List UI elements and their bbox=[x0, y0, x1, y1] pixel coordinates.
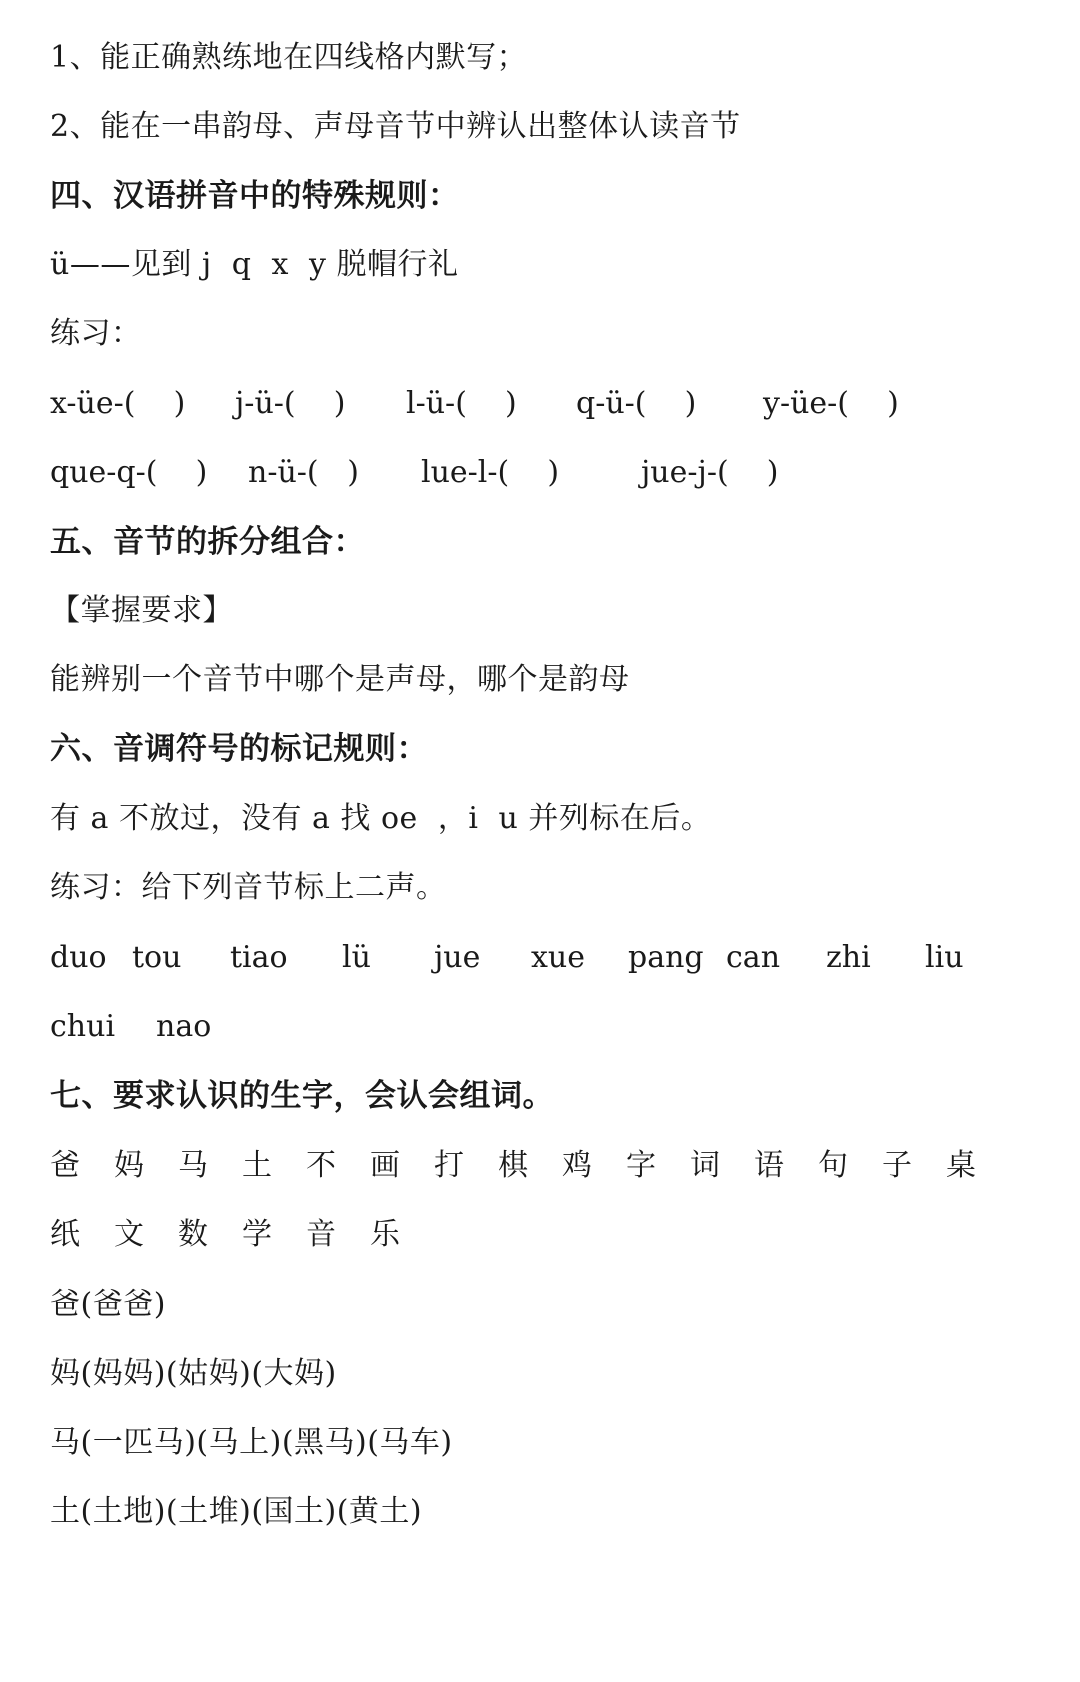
exercise-item: x-üe-( ) bbox=[50, 386, 186, 421]
section-6-heading: 六、音调符号的标记规则： bbox=[50, 731, 428, 767]
character: 句 bbox=[818, 1148, 848, 1183]
character: 乐 bbox=[370, 1217, 400, 1252]
exercise-item: que-q-( ) bbox=[50, 455, 208, 490]
character: 词 bbox=[690, 1148, 720, 1183]
character: 数 bbox=[178, 1217, 208, 1252]
section-5-heading: 五、音节的拆分组合： bbox=[50, 524, 365, 560]
syllable: xue bbox=[531, 940, 585, 975]
exercise-item: q-ü-( ) bbox=[576, 386, 697, 421]
syllable: duo bbox=[50, 940, 107, 975]
syllable: pang bbox=[628, 940, 704, 975]
character: 棋 bbox=[498, 1148, 528, 1183]
exercise-row-2 bbox=[50, 453, 1050, 493]
exercise-item: n-ü-( ) bbox=[248, 455, 359, 490]
item-1-text: 1、能正确熟练地在四线格内默写； bbox=[50, 40, 528, 75]
section-7-heading: 七、要求认识的生字，会认会组词。 bbox=[50, 1078, 554, 1114]
character: 鸡 bbox=[562, 1148, 592, 1183]
character: 马 bbox=[178, 1148, 208, 1183]
exercise-row-1 bbox=[50, 384, 1050, 424]
rule-u-text: ü——见到 j q x y 脱帽行礼 bbox=[50, 247, 459, 282]
character: 语 bbox=[754, 1148, 784, 1183]
syllable: zhi bbox=[826, 940, 871, 975]
character: 音 bbox=[306, 1217, 336, 1252]
syllable: lü bbox=[342, 940, 371, 975]
character: 桌 bbox=[946, 1148, 976, 1183]
syllable: chui bbox=[50, 1009, 116, 1044]
syllable: liu bbox=[925, 940, 964, 975]
syllable: tou bbox=[132, 940, 182, 975]
tone-rule-text: 有 a 不放过，没有 a 找 oe ，i u 并列标在后。 bbox=[50, 801, 712, 836]
syllables-row-1 bbox=[50, 938, 1050, 978]
character: 爸 bbox=[50, 1148, 80, 1183]
item-2-text: 2、能在一串韵母、声母音节中辨认出整体认读音节 bbox=[50, 109, 741, 144]
syllable: can bbox=[726, 940, 781, 975]
character: 画 bbox=[370, 1148, 400, 1183]
word-group-ba: 爸(爸爸) bbox=[50, 1287, 166, 1322]
requirement-label: 【掌握要求】 bbox=[50, 593, 233, 628]
exercise-item: j-ü-( ) bbox=[235, 386, 346, 421]
character: 打 bbox=[434, 1148, 464, 1183]
section-4-heading: 四、汉语拼音中的特殊规则： bbox=[50, 178, 460, 214]
exercise-item: y-üe-( ) bbox=[763, 386, 899, 421]
word-group-ma-mother: 妈(妈妈)(姑妈)(大妈) bbox=[50, 1356, 337, 1391]
character: 文 bbox=[114, 1217, 144, 1252]
character: 字 bbox=[626, 1148, 656, 1183]
exercise-item: lue-l-( ) bbox=[421, 455, 560, 490]
characters-row-2 bbox=[50, 1215, 1050, 1255]
exercise-item: jue-j-( ) bbox=[641, 455, 779, 490]
practice-label: 练习： bbox=[50, 316, 142, 351]
characters-row-1 bbox=[50, 1146, 1050, 1186]
character: 子 bbox=[882, 1148, 912, 1183]
syllable: tiao bbox=[230, 940, 288, 975]
character: 纸 bbox=[50, 1217, 80, 1252]
syllables-row-2 bbox=[50, 1007, 1050, 1047]
character: 不 bbox=[306, 1148, 336, 1183]
character: 土 bbox=[242, 1148, 272, 1183]
character: 学 bbox=[242, 1217, 272, 1252]
word-group-ma-horse: 马(一匹马)(马上)(黑马)(马车) bbox=[50, 1425, 453, 1460]
practice-2-label: 练习：给下列音节标上二声。 bbox=[50, 870, 447, 905]
syllable: nao bbox=[156, 1009, 212, 1044]
word-group-tu: 土(土地)(土堆)(国土)(黄土) bbox=[50, 1494, 423, 1529]
character: 妈 bbox=[114, 1148, 144, 1183]
syllable: jue bbox=[434, 940, 481, 975]
requirement-text: 能辨别一个音节中哪个是声母，哪个是韵母 bbox=[50, 662, 630, 697]
exercise-item: l-ü-( ) bbox=[406, 386, 517, 421]
